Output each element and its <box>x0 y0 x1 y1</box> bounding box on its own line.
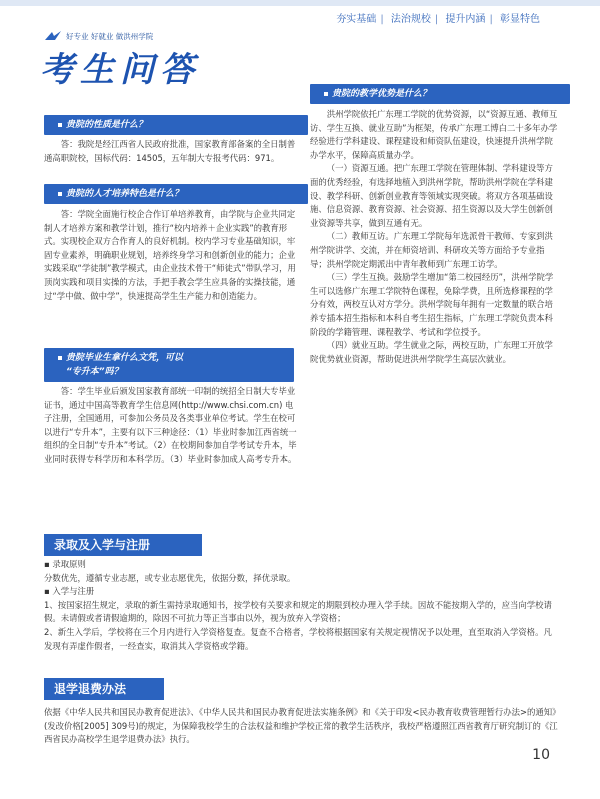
bullet-icon <box>58 356 62 360</box>
answer-advantage <box>310 108 560 366</box>
subheading-enrollment: ▪ 入学与注册 <box>44 586 95 597</box>
section-admission-body <box>44 558 560 653</box>
paragraph-5: （四）就业互助。学生就业之际，两校互助，广东理工开放学院优势就业资源，帮助促进洪州学院学生高层次就业。 <box>310 340 553 364</box>
question-bar-advantage <box>310 84 570 104</box>
question-text: 贵院的教学优势是什么？ <box>332 89 432 99</box>
top-nav <box>334 10 542 25</box>
page-number: 10 <box>532 747 550 763</box>
nav-item-3[interactable]: 提升内涵 <box>445 14 486 25</box>
section-title-admission: 录取及入学与注册 <box>44 534 202 556</box>
question-bar-nature <box>44 115 308 135</box>
enrollment-text-1: 1、按国家招生规定，录取的新生需持录取通知书，按学校有关要求和规定的期限到校办理入学手续。因故不能按期入学的，应当向学校请假。未请假或者请假逾期的，除因不可抗力等正当事由以外，视为放弃入学资格； <box>44 599 552 624</box>
nav-separator: | <box>380 14 384 25</box>
question-text: 贵院毕业生拿什么文凭，可以 <box>66 353 184 363</box>
bird-logo-icon <box>44 30 62 42</box>
principle-text: 分数优先，遵循专业志愿，或专业志愿优先，依据分数，择优录取。 <box>44 572 296 583</box>
top-rule <box>0 0 600 6</box>
answer-text: 答：学生毕业后颁发国家教育部统一印制的统招全日制大专毕业证书，通过中国高等教育学生信息网(http://www.chsi.com.cn) 电子注册，全国通用，可参加公务员及各类事业单位考试。学生在校可以进行“专升本”，主要有以下三种途径：（1）毕业时参加江西省统一组织的全日制“专升本”考试。（2）在校期间参加自学考试专升本，毕业同时获得专科学历和本科学历。（3）毕业时参加成人高考专升本。 <box>44 386 297 464</box>
answer-text: 答：学院全面施行校企合作订单培养教育，由学院与企业共同定制人才培养方案和教学计划，推行“校内培养＋企业实践”的教育形式。实现校企双方合作育人的良好机制。校内学习专业基础知识，牢固专业素养，明确职业规划，培养终身学习和创新创业的能力；企业实践采取“学徒制”教学模式，由企业技术骨干“师徒式”带队学习，用顶岗实践和项目实操的方法，手把手教会学生应具备的实操技能，通过“学中做、做中学”，快速提高学生生产能力和创造能力。 <box>44 209 296 301</box>
question-text: 贵院的人才培养特色是什么？ <box>66 189 184 199</box>
page-headline: 考生问答 <box>40 50 200 90</box>
paragraph-1: 洪州学院依托广东理工学院的优势资源，以“资源互通、教师互访、学生互换、就业互助”为框架，传承广东理工博白二十多年办学经验进行学科建设、课程建设和师资队伍建设，快速提升洪州学院办学水平，保障高质量办学。 <box>310 109 558 160</box>
section-withdrawal-body <box>44 706 560 747</box>
nav-separator: | <box>434 14 439 25</box>
paragraph-4: （三）学生互换。鼓励学生增加“第二校园经历”，洪州学院学生可以选修广东理工学院特色课程，免除学费，且所选修课程的学分有效，两校互认对方学分。洪州学院每年拥有一定数量的联合培养专插本招生指标和本科自考生招生指标，广东理工学院负责本科阶段的学籍管理、课程教学、考试和学位授予。 <box>310 272 554 337</box>
logo-slogan: 好专业 好就业 做洪州学院 <box>66 31 154 41</box>
section-title-withdrawal: 退学退费办法 <box>44 678 164 700</box>
nav-item-2[interactable]: 法治规校 <box>390 14 431 25</box>
nav-item-1[interactable]: 夯实基础 <box>336 14 377 25</box>
answer-talent <box>44 208 298 303</box>
answer-diploma <box>44 385 298 467</box>
answer-text: 答：我院是经江西省人民政府批准，国家教育部备案的全日制普通高职院校，国标代码：14505，五年制大专报考代码：971。 <box>44 139 296 163</box>
nav-item-4[interactable]: 彰显特色 <box>500 14 540 25</box>
question-bar-diploma <box>44 348 294 382</box>
enrollment-text-2: 2、新生入学后，学校将在三个月内进行入学资格复查。复查不合格者，学校将根据国家有关规定视情况予以处理，直至取消入学资格。凡发现有弄虚作假者，一经查实，取消其入学资格或学籍。 <box>44 626 552 651</box>
question-text: 贵院的性质是什么？ <box>66 120 148 130</box>
bullet-icon <box>324 92 328 96</box>
bullet-icon <box>58 192 62 196</box>
bullet-icon <box>58 123 62 127</box>
question-bar-talent <box>44 184 308 204</box>
answer-nature <box>44 138 298 165</box>
withdrawal-text: 依据《中华人民共和国民办教育促进法》、《中华人民共和国民办教育促进法实施条例》和《关于印发<民办教育收费管理暂行办法>的通知》(发改价格[2005] 309号)的规定，为保障我校学生的合法权益和维护学校正常的教学生活秩序，我校严格遵照江西省教育厅研究制订的《江西省民办高校学生退学退费办法》执行。 <box>44 707 558 745</box>
logo-row <box>44 30 153 42</box>
question-text-line2: “专升本”吗？ <box>66 367 123 377</box>
paragraph-2: （一）资源互通。把广东理工学院在管理体制、学科建设等方面的优秀经验，有选择地植入到洪州学院，帮助洪州学院在学科建设、教学科研、创新创业教育等领域实现突破。将双方各项基础设施、信息资源、教育资源、社会资源、招生资源以及大学生创新创业资源等共享，做到互通有无。 <box>310 163 553 228</box>
subheading-principle: ▪ 录取原则 <box>44 559 86 569</box>
paragraph-3: （二）教师互访。广东理工学院每年选派骨干教师、专家到洪州学院讲学、交流，并在师资培训、科研攻关等方面给予专业指导；洪州学院定期派出中青年教师到广东理工访学。 <box>310 231 553 269</box>
nav-separator: | <box>489 14 493 25</box>
